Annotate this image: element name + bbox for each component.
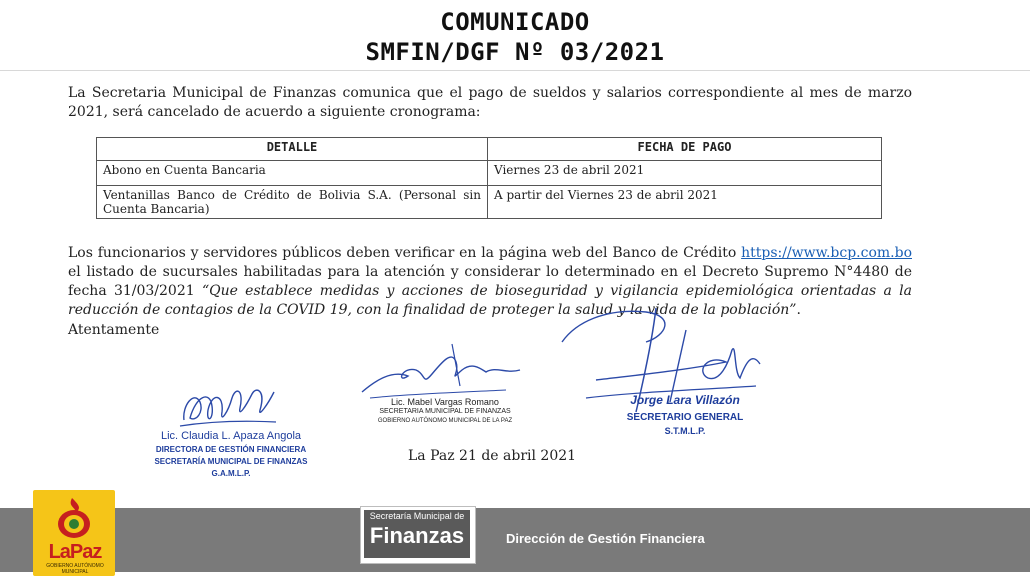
payment-schedule-table [96,137,882,219]
signer-name-vargas: Lic. Mabel Vargas Romano [391,397,499,407]
closing-salutation: Atentamente [68,322,160,338]
signer-name-apaza: Lic. Claudia L. Apaza Angola [160,430,302,442]
cell-fecha: A partir del Viernes 23 de abril 2021 [488,186,882,219]
signer-name-lara: Jorge Lara Villazón [630,393,740,407]
instructions-paragraph [68,244,912,320]
cell-detalle: Abono en Cuenta Bancaria [97,161,488,186]
department-name: Dirección de Gestión Financiera [506,531,705,546]
note-text-decree: el listado de sucursales habilitadas para la atención y considerar lo determinado en el Decreto Supremo N°4480 de fecha 31/03/2021 [68,264,912,299]
signer-title: SECRETARÍA MUNICIPAL DE FINANZAS [154,457,308,466]
cell-detalle: Ventanillas Banco de Crédito de Bolivia S.A. (Personal sin Cuenta Bancaria) [97,186,488,219]
table-row [97,186,882,219]
footer-strip [0,572,1030,584]
table-row [97,161,882,186]
signer-title: SECRETARIA MUNICIPAL DE FINANZAS [379,408,511,415]
signer-title: DIRECTORA DE GESTIÓN FINANCIERA [155,445,307,454]
flame-emblem-icon [52,494,96,540]
document-title: COMUNICADO [440,8,590,36]
document-reference: SMFIN/DGF Nº 03/2021 [365,38,665,66]
finanzas-logo-big-text: Finanzas [369,523,465,548]
column-header-fecha: FECHA DE PAGO [488,138,882,161]
column-header-detalle: DETALLE [97,138,488,161]
signer-title: S.T.M.L.P. [664,426,706,436]
signer-title: GOBIERNO AUTÓNOMO MUNICIPAL DE LA PAZ [377,418,513,424]
signer-title: G.A.M.L.P. [211,469,251,478]
finanzas-logo-small-text: Secretaría Municipal de [369,511,465,521]
note-end: . [796,302,801,318]
signature-scribble-lara [556,302,776,426]
cell-fecha: Viernes 23 de abril 2021 [488,161,882,186]
signature-scribble-vargas [356,340,526,402]
note-text: Los funcionarios y servidores públicos deben verificar en la página web del Banco de Crédito [68,245,742,261]
la-paz-logo-text: LaPaz [48,541,102,563]
decree-quote: “Que establece medidas y acciones de bioseguridad y vigilancia epidemiológica orientadas a la reducción de contagios de la COVID 19, con la finalidad de proteger la salud y la vida de la población” [68,283,912,318]
bcp-website-link[interactable]: https://www.bcp.com.bo [741,245,912,261]
intro-paragraph: La Secretaria Municipal de Finanzas comunica que el pago de sueldos y salarios correspondiente al mes de marzo 2021, será cancelado de acuerdo a siguiente cronograma: [68,85,912,120]
table-header-row [97,138,882,161]
la-paz-logo-subtitle: GOBIERNO AUTÓNOMO MUNICIPAL [46,563,104,575]
signer-title: SECRETARIO GENERAL [626,412,744,423]
place-and-date: La Paz 21 de abril 2021 [408,448,577,464]
header-divider [0,70,1030,71]
